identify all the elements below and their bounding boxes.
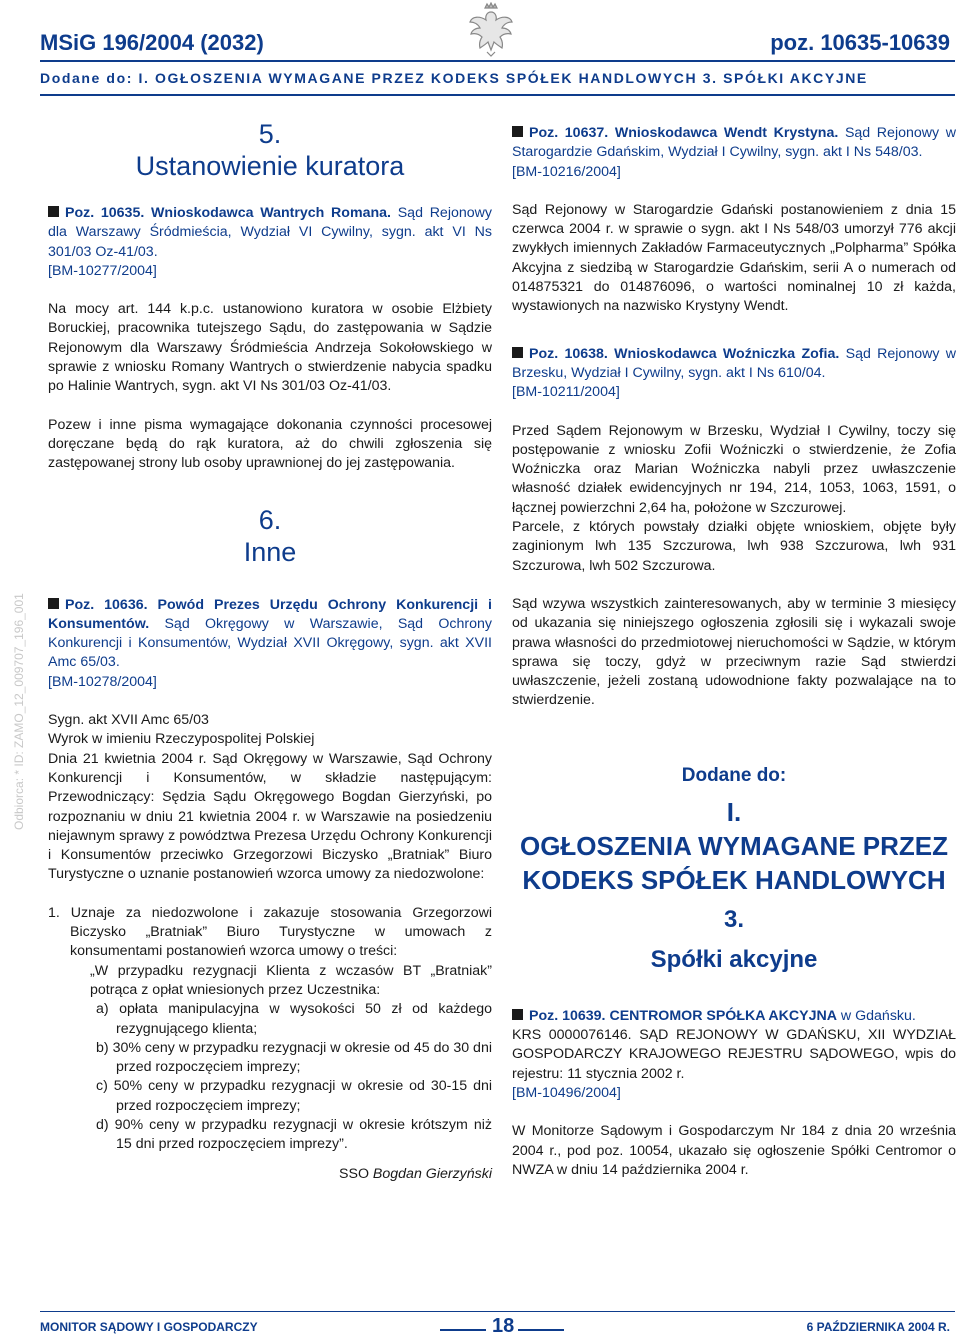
entry-10636-line2: Wyrok w imieniu Rzeczypospolitej Polskiej: [48, 731, 315, 748]
footer-page-dash-left: [440, 1329, 486, 1331]
entry-10639-heading: Poz. 10639. CENTROMOR SPÓŁKA AKCYJNA w Gdańsku.: [512, 1007, 956, 1026]
ruling-quote: „W przypadku rezygnacji Klienta z wczasów BT „Bratniak” potrąca z opłat wniesionych przez Uczestnika:: [90, 962, 492, 998]
bullet-square-icon: [512, 1009, 523, 1020]
entry-10639-ref: [BM-10496/2004]: [512, 1084, 621, 1101]
added-to-roman: I.: [726, 796, 742, 827]
entry-10639-body: W Monitorze Sądowym i Gospodarczym Nr 184 z dnia 20 września 2004 r., pod poz. 10054, ukazało się ogłoszenie Spółki Centromor o NWZA w dniu 14 października 2004 r.: [512, 1123, 956, 1178]
ruling-point-c: c) 50% ceny w przypadku rezygnacji w okresie od 30-15 dni przed rozpoczęciem imprezy;: [96, 1078, 492, 1114]
entry-10638-ref: [BM-10211/2004]: [512, 384, 620, 401]
added-to-label: Dodane do:: [681, 764, 787, 786]
recipient-watermark: Odbiorca: * ID: ZAMO_12_009707_196_001: [12, 593, 26, 830]
right-column: [512, 124, 956, 1180]
header-rule-top: [40, 60, 955, 62]
entry-10636-line1: Sygn. akt XVII Amc 65/03: [48, 712, 209, 729]
footer-page-dash-right: [518, 1329, 564, 1331]
footer-date: 6 PAŹDZIERNIKA 2004 R.: [806, 1320, 950, 1334]
added-to-subtitle: Spółki akcyjne: [650, 945, 818, 973]
entry-10638-body1: Przed Sądem Rejonowym w Brzesku, Wydział I Cywilny, toczy się postępowanie z wniosku Zofii Woźniczki o stwierdzenie, że Zofia Woźniczka oraz Marian Woźniczka nabyli przez uwłaszczenie własność działek ewidencyjnych nr 194, 214, 1053, 1063, 1591, o łącznej powierzchni 2,64 ha, położone w Szczurowej.: [512, 422, 956, 516]
entry-10636-ref: [BM-10278/2004]: [48, 673, 157, 690]
header-positions-range: poz. 10635-10639: [770, 30, 950, 55]
added-to-title: OGŁOSZENIA WYMAGANE PRZEZ KODEKS SPÓŁEK HANDLOWYCH: [519, 830, 949, 895]
entry-10635-ref: [BM-10277/2004]: [48, 262, 157, 279]
entry-10635-body: Na mocy art. 144 k.p.c. ustanowiono kuratora w osobie Elżbiety Boruckiej, pracownika tutejszego Sądu, do zastępowania w Sądzie Rejonowym dla Warszawy Śródmieścia Andrzeja Sokołowskiego w sprawie z wniosku Romany Wantrych o stwierdzenie nabycia spadku po Halinie Wantrych, sygn. akt VI Ns 301/03 Oz-41/03.: [48, 301, 492, 395]
footer-journal-name: MONITOR SĄDOWY I GOSPODARCZY: [40, 1320, 258, 1334]
ruling-item-1: 1. Uznaje za niedozwolone i zakazuje stosowania Grzegorzowi Biczysko „Bratniak” Biuro Turystyczne w umowach z konsumentami postanowień wzorca umowy o treści:: [48, 904, 492, 960]
entry-10635-heading: Poz. 10635. Wnioskodawca Wantrych Romana. Sąd Rejonowy dla Warszawy Śródmieścia, Wydział VI Cywilny, sygn. akt VI Ns 301/03 Oz-41/03.: [48, 205, 492, 260]
added-to-block: [512, 763, 956, 977]
entry-10635-body2: Pozew i inne pisma wymagające dokonania czynności procesowej doręczane będą do rąk kuratora, aż do chwili zgłoszenia się zastępowanej strony lub osoby uprawnionej do jej zastępowania.: [48, 416, 492, 472]
header-added-to: Dodane do: I. OGŁOSZENIA WYMAGANE PRZEZ KODEKS SPÓŁEK HANDLOWYCH 3. SPÓŁKI AKCYJNE: [40, 70, 868, 86]
bullet-square-icon: [512, 347, 523, 358]
eagle-emblem-icon: [467, 2, 515, 58]
header-journal-ref: MSiG 196/2004 (2032): [40, 30, 264, 55]
entry-10637-ref: [BM-10216/2004]: [512, 163, 621, 180]
judge-signature: SSO Bogdan Gierzyński: [339, 1165, 492, 1182]
footer-rule: [40, 1311, 955, 1312]
entry-10636-body: Dnia 21 kwietnia 2004 r. Sąd Okręgowy w Warszawie, Sąd Ochrony Konkurencji i Konsumentów, w składzie następującym: Przewodniczący: Sędzia Sądu Okręgowego Bogdan Gierzyński, po rozpoznaniu w dniu 21 kwietnia 2004 r. w Warszawie na posiedzeniu niejawnym sprawy z powództwa Prezesa Urzędu Ochrony Konkurencji i Konsumentów przeciwko Grzegorzowi Biczysko „Bratniak” Biuro Turystyczne o uznanie postanowień wzorca umowy za niedozwolone:: [48, 750, 492, 883]
bullet-square-icon: [48, 598, 59, 609]
entry-10637-body: Sąd Rejonowy w Starogardzie Gdański postanowieniem z dnia 15 czerwca 2004 r. w sprawie o sygn. akt I Ns 548/03 umorzył 776 akcji zwykłych imiennych Zakładów Farmaceutycznych „Polpharma” Spółka Akcyjna z siedzibą w Starogardzie Gdańskim, serii A o numerach od 014875321 do 014876096, o wartości nominalnej 10 zł każda, wystawionych na nazwisko Krystyny Wendt.: [512, 201, 956, 315]
left-column: [48, 118, 492, 1184]
header-rule-bottom: [40, 94, 955, 96]
ruling-point-a: a) opłata manipulacyjna w wysokości 50 zł od każdego rezygnującego klienta;: [96, 1001, 492, 1037]
section-6-number: 6.: [258, 504, 282, 535]
entry-10637-heading: Poz. 10637. Wnioskodawca Wendt Krystyna. Sąd Rejonowy w Starogardzie Gdańskim, Wydział I Cywilny, sygn. akt I Ns 548/03.: [512, 125, 956, 161]
ruling-point-b: b) 30% ceny w przypadku rezygnacji w okresie od 45 do 30 dni przed rozpoczęciem imprezy;: [96, 1039, 492, 1076]
entry-10639-krs: KRS 0000076146. SĄD REJONOWY W GDAŃSKU, XII WYDZIAŁ GOSPODARCZY KRAJOWEGO REJESTRU SĄDOWEGO, wpis do rejestru: 11 stycznia 2002 r.: [512, 1027, 956, 1082]
section-6-title: Inne: [243, 536, 297, 567]
section-5-title: Ustanowienie kuratora: [135, 151, 405, 181]
section-5-number: 5.: [258, 119, 282, 149]
bullet-square-icon: [48, 206, 59, 217]
entry-10638-body3: Sąd wzywa wszystkich zainteresowanych, aby w terminie 3 miesięcy od ukazania się niniejszego ogłoszenia zgłosili się i wykazali swoje prawa własności do przedmiotowej nieruchomości w Sądzie, w którym sprawa się toczy, gdyż w przeciwnym razie Sąd stwierdzi uwłaszczenie, jeżeli zostaną udowodnione fakty pozwalające na to stwierdzenie.: [512, 595, 956, 709]
footer-page-number: 18: [492, 1315, 515, 1337]
entry-10636-heading: Poz. 10636. Powód Prezes Urzędu Ochrony Konkurencji i Konsumentów. Sąd Okręgowy w Warszawie, Sąd Ochrony Konkurencji i Konsumentów, Wydział XVII Okręgowy, sygn. akt XVII Amc 65/03.: [48, 596, 492, 671]
ruling-point-d: d) 90% ceny w przypadku rezygnacji w okresie krótszym niż 15 dni przed rozpoczęciem imprezy”.: [96, 1116, 492, 1153]
entry-10638-body2: Parcele, z których powstały działki objęte wnioskiem, objęte były zaginionym lwh 135 Szczurowa, lwh 938 Szczurowa, lwh 931 Szczurowa, lwh 502 Szczurowa.: [512, 519, 956, 574]
bullet-square-icon: [512, 126, 523, 137]
added-to-number: 3.: [723, 905, 744, 933]
entry-10638-heading: Poz. 10638. Wnioskodawca Woźniczka Zofia. Sąd Rejonowy w Brzesku, Wydział I Cywilny, sygn. akt I Ns 610/04.: [512, 345, 956, 381]
